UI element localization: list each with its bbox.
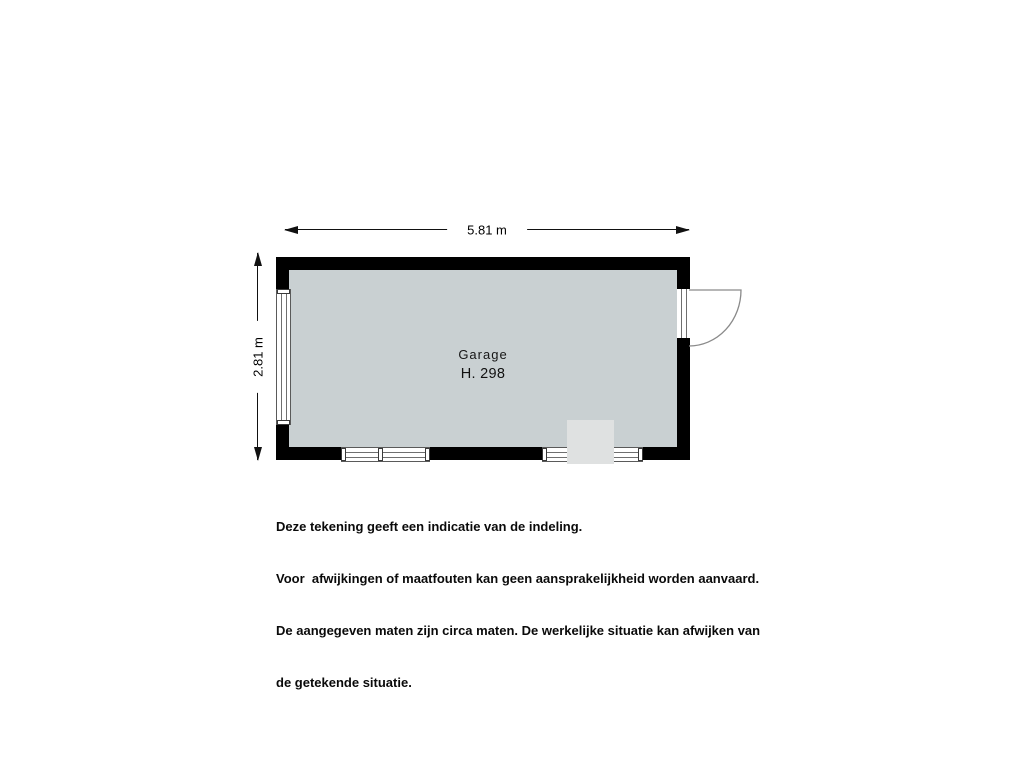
window-glass: [281, 289, 287, 425]
door-threshold-lines: [681, 281, 687, 346]
window-frame-cap: [277, 420, 290, 425]
disclaimer-text: [276, 483, 816, 727]
window-frame-cap: [542, 448, 547, 461]
window-frame-cap: [341, 448, 346, 461]
arrow-down-icon: [254, 447, 262, 461]
arrow-right-icon: [676, 226, 690, 234]
window-bottom-left: [341, 447, 430, 462]
arrow-up-icon: [254, 252, 262, 266]
window-frame-cap: [425, 448, 430, 461]
arrow-left-icon: [284, 226, 298, 234]
disclaimer-line: de getekende situatie.: [276, 675, 412, 691]
disclaimer-line: Deze tekening geeft een indicatie van de indeling.: [276, 518, 583, 534]
garage-plan: [276, 257, 690, 460]
window-glass: [341, 452, 430, 458]
disclaimer-line: Voor afwijkingen of maatfouten kan geen aansprakelijkheid worden aanvaard.: [276, 571, 760, 587]
window-frame-cap: [638, 448, 643, 461]
disclaimer-line: De aangegeven maten zijn circa maten. De werkelijke situatie kan afwijken van: [276, 623, 761, 639]
window-divider: [378, 448, 383, 461]
height-dimension-label: 2.81 m: [250, 321, 265, 393]
fixture-square: [567, 420, 614, 464]
width-dimension: [285, 222, 689, 237]
window-frame-cap: [277, 289, 290, 294]
room-name-label: Garage: [458, 347, 508, 362]
width-dimension-label: 5.81 m: [447, 222, 527, 237]
ceiling-height-label: H. 298: [460, 366, 506, 382]
door-swing-arc: [689, 288, 747, 350]
height-dimension: [250, 253, 265, 460]
